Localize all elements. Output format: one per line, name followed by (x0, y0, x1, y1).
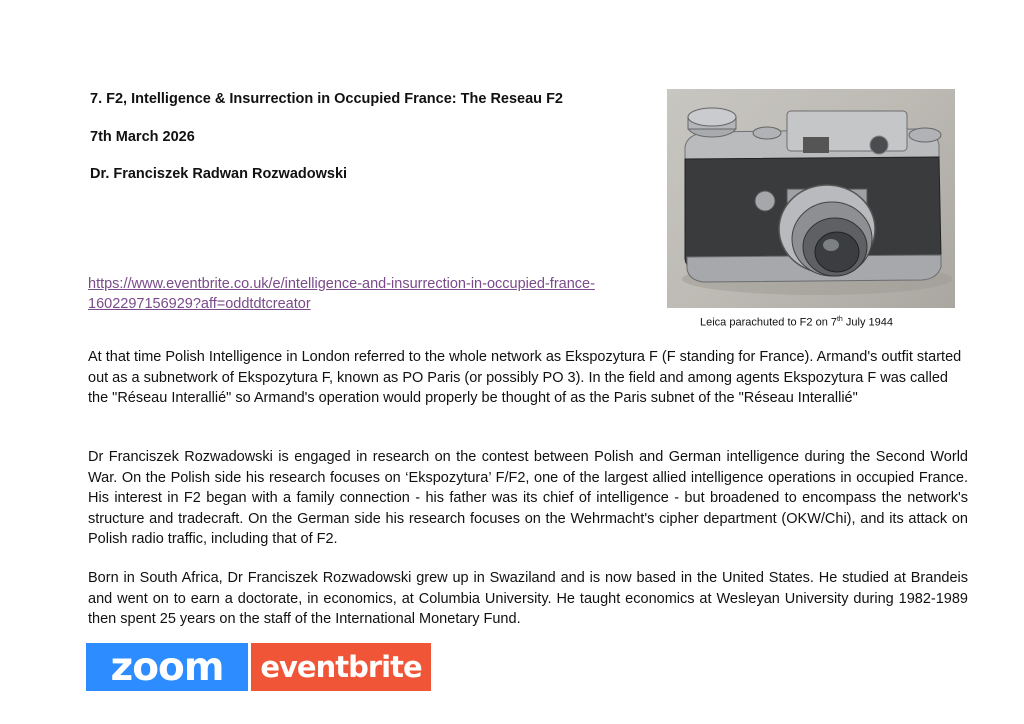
photo-caption: Leica parachuted to F2 on 7th July 1944 (700, 316, 893, 329)
zoom-logo: zoom (86, 643, 248, 691)
event-title: 7. F2, Intelligence & Insurrection in Occupied France: The Reseau F2 (90, 91, 563, 107)
link-line-2: 1602297156929?aff=oddtdtcreator (88, 296, 311, 312)
paragraph-network: At that time Polish Intelligence in London referred to the whole network as Ekspozytura F (F standing for France). Armand's outfit started out as a subnetwork of Ekspozytura F, known as PO Paris (or possibly PO 3). In the field and among agents Ekspozytura F was called the "Réseau Interallié" so Armand's operation would properly be thought of as the Paris subnet of the "Réseau Interallié" (88, 349, 962, 406)
sponsor-logos (86, 643, 431, 691)
eventbrite-logo: eventbrite (251, 643, 431, 691)
event-date: 7th March 2026 (90, 129, 195, 145)
paragraph-biography: Born in South Africa, Dr Franciszek Rozwadowski grew up in Swaziland and is now based in the United States. He studied at Brandeis and went on to earn a doctorate, in economics, at Columbia University. He taught economics at Wesleyan University during 1982-1989 then spent 25 years on the staff of the International Monetary Fund. (88, 570, 968, 627)
link-line-1: https://www.eventbrite.co.uk/e/intelligence-and-insurrection-in-occupied-france- (88, 276, 595, 292)
leica-camera-photo (667, 89, 955, 308)
event-speaker: Dr. Franciszek Radwan Rozwadowski (90, 166, 348, 182)
paragraph-research: Dr Franciszek Rozwadowski is engaged in research on the contest between Polish and German intelligence during the Second World War. On the Polish side his research focuses on ‘Ekspozytura’ F/F2, one of the largest allied intelligence operations in occupied France. His interest in F2 began with a family connection - his father was its chief of intelligence - but broadened to encompass the network's structure and tradecraft. On the German side his research focuses on the Wehrmacht's cipher department (OKW/Chi), and its attack on Polish radio traffic, including that of F2. (88, 449, 968, 547)
camera-illustration (667, 89, 955, 308)
eventbrite-link[interactable] (88, 274, 668, 314)
